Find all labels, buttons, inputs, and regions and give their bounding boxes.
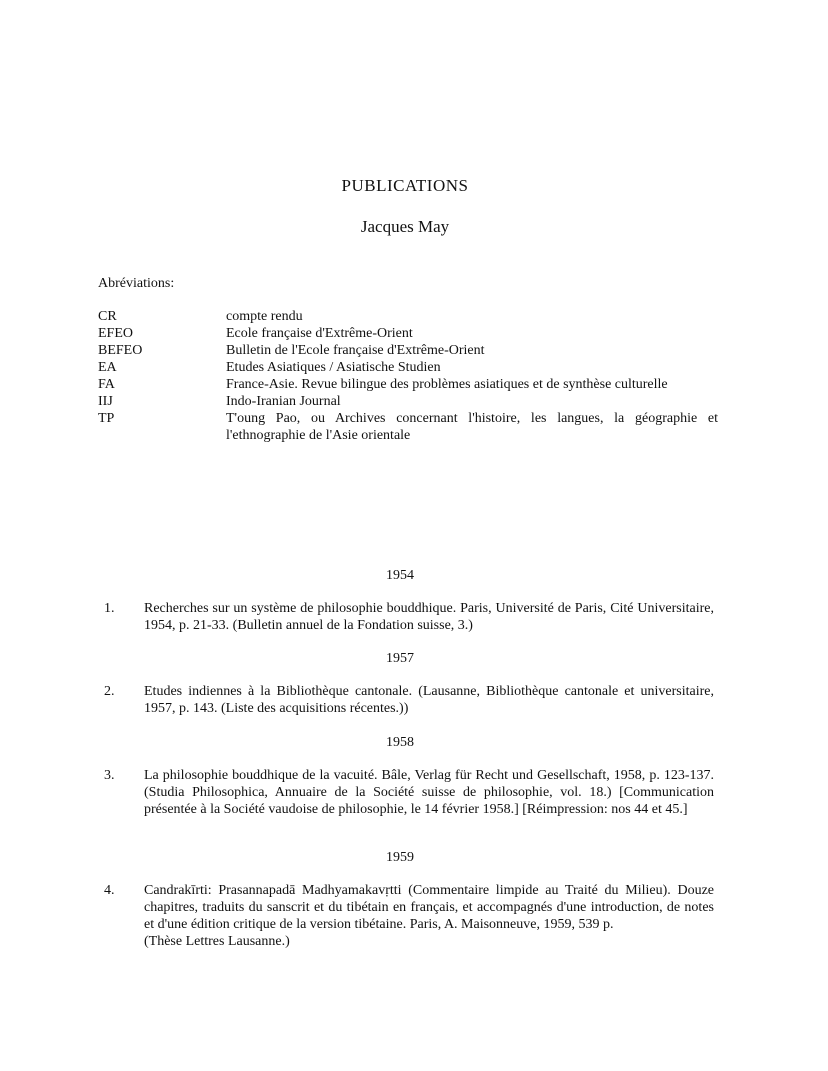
publication-entry — [104, 600, 714, 634]
abbreviation-row — [98, 308, 718, 325]
publication-entry — [104, 683, 714, 717]
entry-text: Etudes indiennes à la Bibliothèque cantonale. (Lausanne, Bibliothèque cantonale et universitaire, 1957, p. 143. (Liste des acquisitions récentes.)) — [144, 684, 714, 716]
abbreviation-code: BEFEO — [98, 343, 143, 358]
entry-number: 1. — [104, 601, 115, 616]
abbreviation-definition: Etudes Asiatiques / Asiatische Studien — [226, 360, 441, 375]
author-name: Jacques May — [360, 217, 450, 236]
entry-number: 4. — [104, 883, 115, 898]
abbreviation-code: CR — [98, 309, 117, 324]
entry-note: (Thèse Lettres Lausanne.) — [144, 934, 290, 949]
abbreviation-definition: Bulletin de l'Ecole française d'Extrême-Orient — [226, 343, 485, 358]
entry-number: 3. — [104, 768, 115, 783]
publication-entry — [104, 882, 714, 950]
page-title: PUBLICATIONS — [341, 176, 469, 195]
abbreviation-row — [98, 325, 718, 342]
entry-text-block — [144, 882, 714, 950]
abbreviation-code: IIJ — [98, 394, 113, 409]
abbreviation-row — [98, 342, 718, 359]
abbreviation-definition: compte rendu — [226, 309, 303, 324]
abbreviation-definition: T'oung Pao, ou Archives concernant l'histoire, les langues, la géographie et l'ethnographie de l'Asie orientale — [226, 411, 718, 443]
abbreviations-heading: Abréviations: — [98, 276, 175, 291]
abbreviation-row — [98, 376, 718, 393]
abbreviation-code: TP — [98, 411, 115, 426]
abbreviation-definition: France-Asie. Revue bilingue des problèmes asiatiques et de synthèse culturelle — [226, 377, 668, 392]
abbreviation-row — [98, 359, 718, 376]
entry-text: Candrakīrti: Prasannapadā Madhyamakavṛtti (Commentaire limpide au Traité du Milieu). Douze chapitres, traduits du sanscrit et du tibétain en français, et accompagnés d'une introduction, de notes et d'une édition critique de la version tibétaine. Paris, A. Maisonneuve, 1959, 539 p. — [144, 883, 714, 932]
abbreviation-row — [98, 410, 718, 444]
abbreviation-code: EFEO — [98, 326, 133, 341]
abbreviation-row — [98, 393, 718, 410]
year-heading: 1954 — [386, 568, 414, 583]
year-heading: 1959 — [386, 850, 414, 865]
abbreviation-code: FA — [98, 377, 115, 392]
year-heading: 1958 — [386, 735, 414, 750]
entry-text: La philosophie bouddhique de la vacuité. Bâle, Verlag für Recht und Gesellschaft, 1958, p. 123-137. (Studia Philosophica, Annuaire de la Société suisse de philosophie, vol. 18.) [Communication présentée à la Société vaudoise de philosophie, le 14 février 1958.] [Réimpression: nos 44 et 45.] — [144, 768, 714, 817]
abbreviation-definition: Indo-Iranian Journal — [226, 394, 341, 409]
year-heading: 1957 — [386, 651, 414, 666]
entry-text: Recherches sur un système de philosophie bouddhique. Paris, Université de Paris, Cité Universitaire, 1954, p. 21-33. (Bulletin annuel de la Fondation suisse, 3.) — [144, 601, 714, 633]
abbreviation-definition: Ecole française d'Extrême-Orient — [226, 326, 413, 341]
abbreviation-code: EA — [98, 360, 117, 375]
abbreviations-list — [98, 308, 718, 444]
entry-number: 2. — [104, 684, 115, 699]
publication-entry — [104, 767, 714, 818]
